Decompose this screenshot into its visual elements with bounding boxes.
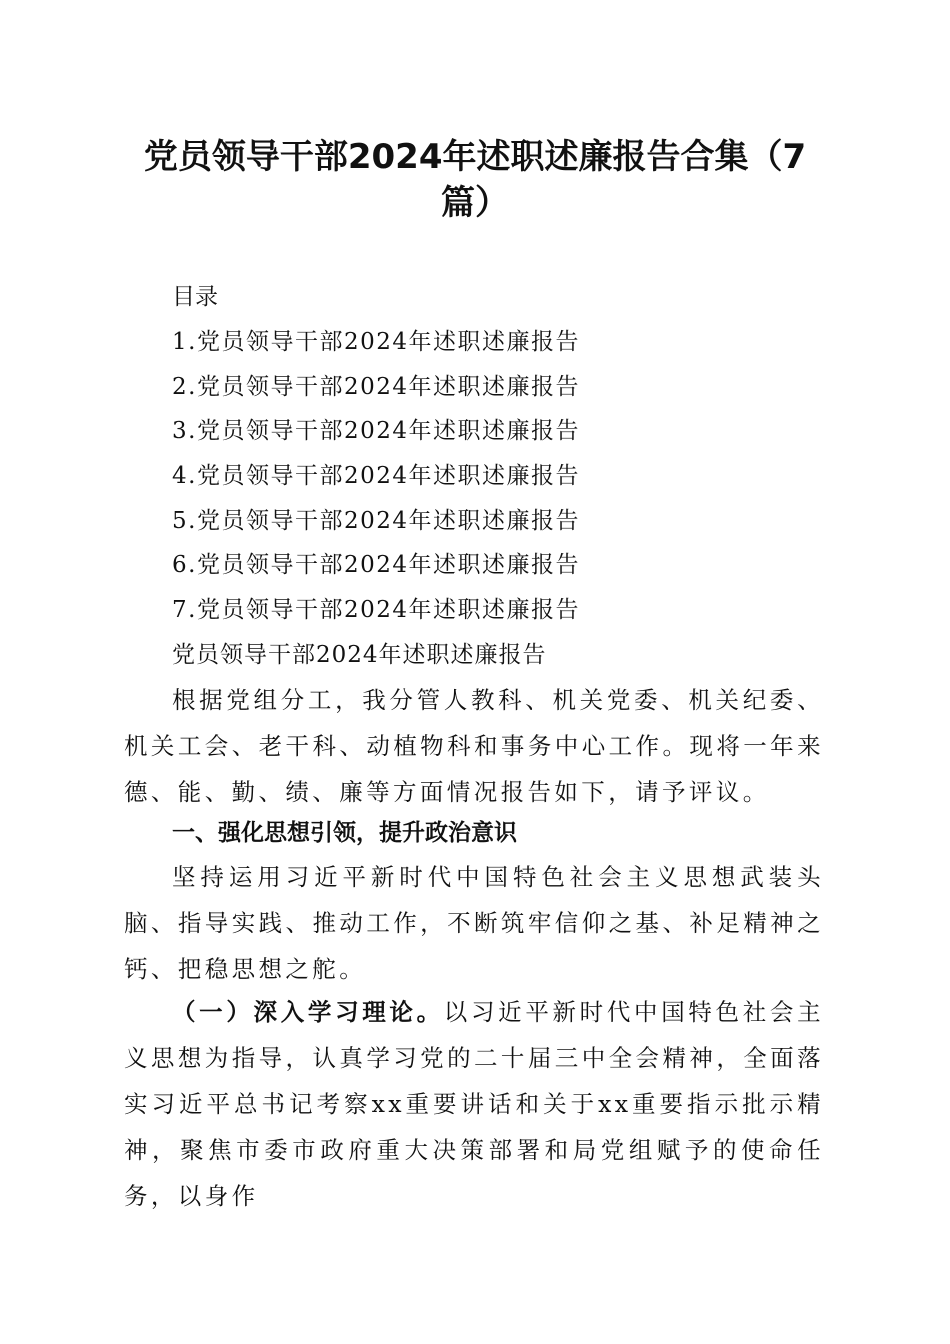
subsection-paragraph [124, 989, 824, 1219]
toc-item[interactable]: 1.党员领导干部2024年述职述廉报告 [172, 329, 580, 355]
toc-item[interactable]: 2.党员领导干部2024年述职述廉报告 [172, 373, 580, 400]
report-title: 党员领导干部2024年述职述廉报告 [172, 642, 547, 668]
toc-item[interactable]: 4.党员领导干部2024年述职述廉报告 [172, 463, 580, 490]
intro-paragraph: 根据党组分工，我分管人教科、机关党委、机关纪委、机关工会、老干科、动植物科和事务中心工作。现将一年来德、能、勤、绩、廉等方面情况报告如下，请予评议。 [124, 686, 824, 806]
section-paragraph: 坚持运用习近平新时代中国特色社会主义思想武装头脑、指导实践、推动工作，不断筑牢信仰之基、补足精神之钙、把稳思想之舵。 [124, 863, 824, 983]
toc-item[interactable]: 5.党员领导干部2024年述职述廉报告 [172, 507, 580, 534]
table-of-contents [172, 326, 580, 639]
subsection-text: 以习近平新时代中国特色社会主义思想为指导，认真学习党的二十届三中全会精神，全面落实习近平总书记考察xx重要讲话和关于xx重要指示批示精神，聚焦市委市政府重大决策部署和局党组赋予的使命任务，以身作 [124, 998, 824, 1210]
toc-item[interactable]: 6.党员领导干部2024年述职述廉报告 [172, 552, 580, 579]
toc-heading: 目录 [172, 284, 218, 310]
toc-item[interactable]: 3.党员领导干部2024年述职述廉报告 [172, 418, 580, 445]
toc-item[interactable]: 7.党员领导干部2024年述职述廉报告 [172, 597, 580, 624]
subsection-lead: （一）深入学习理论。 [172, 998, 444, 1026]
document-title: 党员领导干部2024年述职述廉报告合集（7篇） [143, 137, 807, 223]
section-heading: 一、强化思想引领，提升政治意识 [172, 820, 517, 846]
